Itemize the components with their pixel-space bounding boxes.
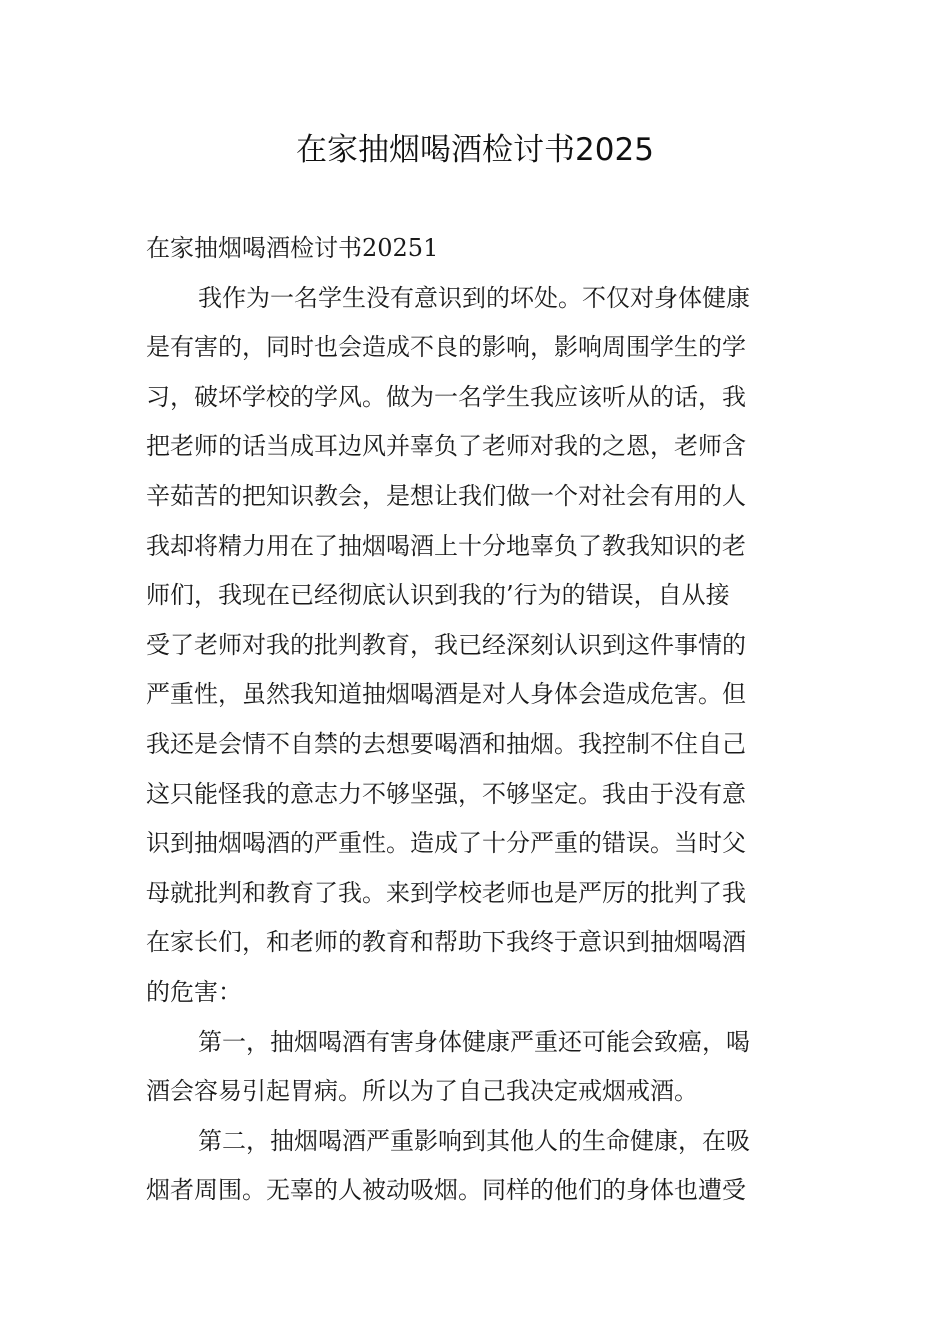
paragraph-line: 在家长们，和老师的教育和帮助下我终于意识到抽烟喝酒: [146, 928, 746, 957]
paragraph-line: 酒会容易引起胃病。所以为了自己我决定戒烟戒酒。: [146, 1077, 698, 1106]
paragraph-line: 识到抽烟喝酒的严重性。造成了十分严重的错误。当时父: [146, 829, 746, 858]
paragraph-line: 辛茹苦的把知识教会，是想让我们做一个对社会有用的人: [146, 481, 746, 510]
paragraph-line: 受了老师对我的批判教育，我已经深刻认识到这件事情的: [146, 630, 746, 659]
paragraph-line: 我作为一名学生没有意识到的坏处。不仅对身体健康: [198, 283, 750, 312]
document-body: [146, 224, 808, 1216]
paragraph-2: [146, 1018, 808, 1117]
paragraph-1: [146, 274, 808, 1018]
document-subheading: 在家抽烟喝酒检讨书20251: [146, 234, 439, 262]
paragraph-line: 的危害：: [146, 977, 242, 1006]
paragraph-line: 我却将精力用在了抽烟喝酒上十分地辜负了教我知识的老: [146, 531, 746, 560]
paragraph-line: 把老师的话当成耳边风并辜负了老师对我的之恩，老师含: [146, 432, 746, 461]
paragraph-line: 是有害的，同时也会造成不良的影响，影响周围学生的学: [146, 333, 746, 362]
paragraph-line: 母就批判和教育了我。来到学校老师也是严厉的批判了我: [146, 878, 746, 907]
paragraph-line: 师们，我现在已经彻底认识到我的’行为的错误，自从接: [146, 581, 730, 610]
paragraph-line: 第一，抽烟喝酒有害身体健康严重还可能会致癌，喝: [198, 1027, 750, 1056]
paragraph-line: 习，破坏学校的学风。做为一名学生我应该听从的话，我: [146, 382, 746, 411]
paragraph-line: 第二，抽烟喝酒严重影响到其他人的生命健康，在吸: [198, 1126, 750, 1155]
paragraph-3: [146, 1117, 808, 1216]
paragraph-line: 这只能怪我的意志力不够坚强，不够坚定。我由于没有意: [146, 779, 746, 808]
paragraph-line: 严重性，虽然我知道抽烟喝酒是对人身体会造成危害。但: [146, 680, 746, 709]
paragraph-line: 烟者周围。无辜的人被动吸烟。同样的他们的身体也遭受: [146, 1176, 746, 1205]
paragraph-line: 我还是会情不自禁的去想要喝酒和抽烟。我控制不住自己: [146, 729, 746, 758]
document-title: 在家抽烟喝酒检讨书2025: [296, 132, 654, 168]
